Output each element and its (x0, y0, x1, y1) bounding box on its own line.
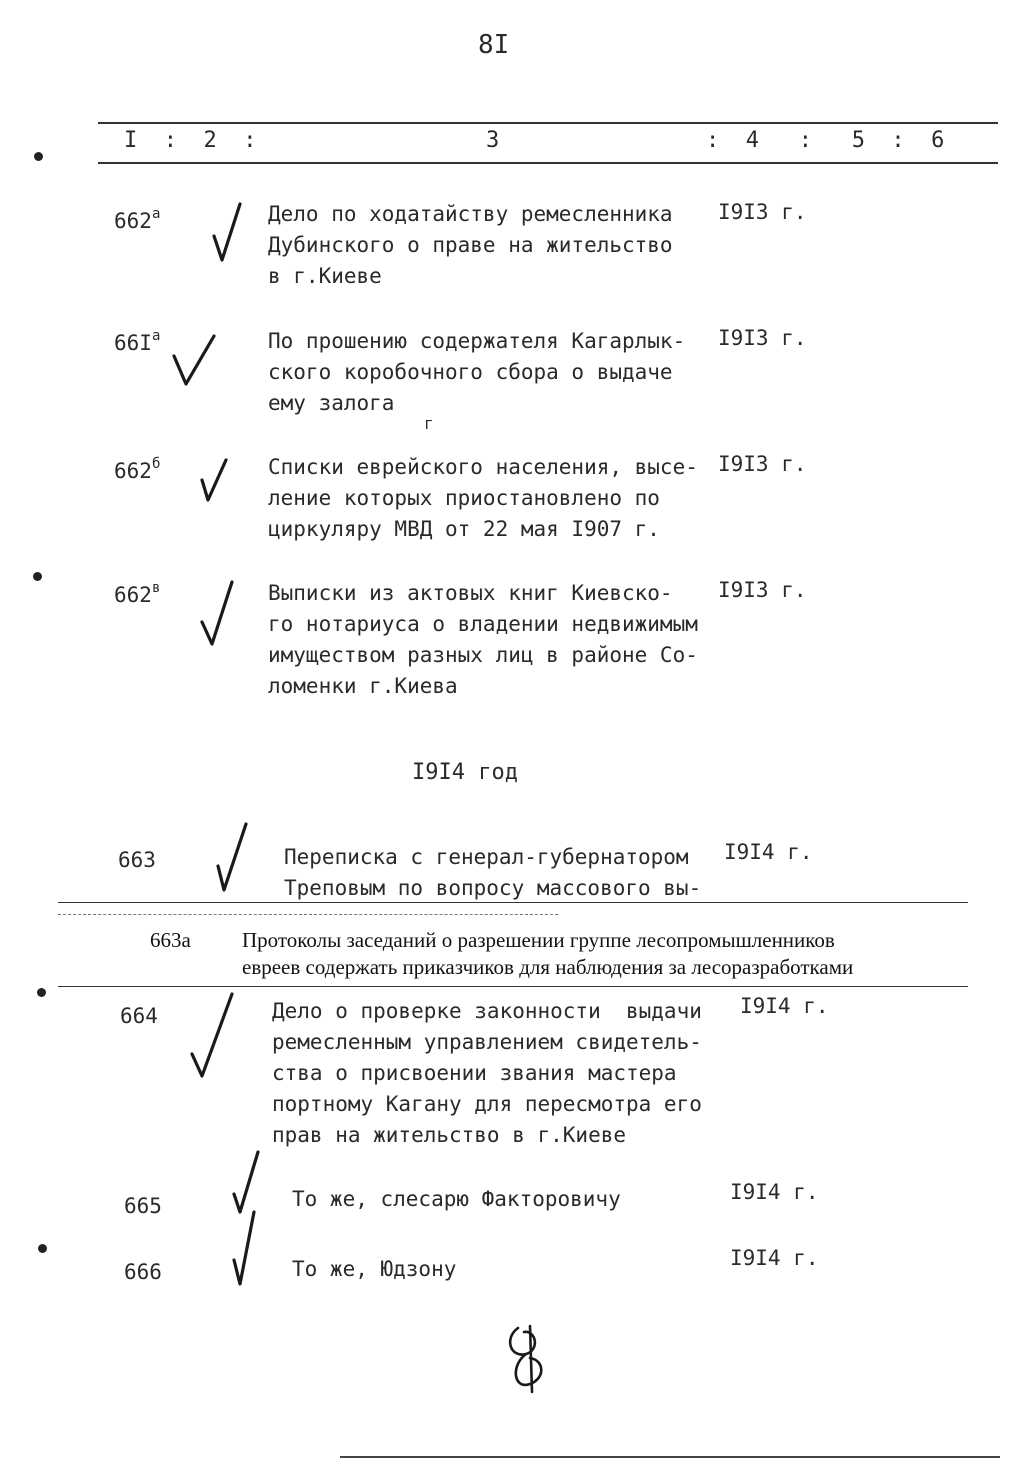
entry-number: 666 (124, 1260, 162, 1284)
entry-number-main: 662 (114, 209, 152, 233)
inserted-entry-line-2: евреев содержать приказчиков для наблюдения за лесоразработками (242, 955, 854, 979)
entry-number-suffix: а (151, 206, 161, 222)
handwritten-signature-mark (500, 1318, 560, 1398)
entry-year: I9I4 г. (724, 840, 813, 864)
punch-hole-mark (34, 152, 43, 161)
entry-year: I9I3 г. (718, 578, 807, 602)
insert-top-rule (58, 902, 968, 903)
header-top-rule (98, 122, 998, 124)
section-year-title: I9I4 год (412, 760, 518, 785)
entry-year: I9I4 г. (730, 1246, 819, 1270)
entry-number-suffix: б (151, 456, 161, 472)
entry-description: Дело о проверке законности выдачи ремесленным управлением свидетель- ства о присвоении звания мастера портному Кагану для пересмотра его прав на жительство в г.Киеве (272, 999, 702, 1147)
entry-number (114, 330, 160, 355)
entry-year: I9I3 г. (718, 200, 807, 224)
header-columns-4-6: : 4 : 5 : 6 (706, 128, 945, 153)
entry-number: 663 (118, 848, 156, 872)
entry-description: Переписка с генерал-губернатором Треповым по вопросу массового вы- (284, 845, 702, 900)
stray-pen-mark: г (424, 414, 434, 433)
entry-number (114, 458, 160, 483)
entry-number-suffix: а (151, 328, 161, 344)
entry-description: По прошению содержателя Кагарлык- ского коробочного сбора о выдаче ему залога (268, 329, 686, 415)
checkmark-icon (196, 456, 236, 506)
entry-description: То же, Юдзону (292, 1257, 457, 1281)
inserted-entry-line-1: Протоколы заседаний о разрешении группе лесопромышленников (242, 928, 835, 952)
bottom-edge-mark (340, 1456, 1000, 1458)
entry-number (114, 208, 160, 233)
entry-description: Дело по ходатайству ремесленника Дубинского о праве на жительство в г.Киеве (268, 202, 673, 288)
insert-top-dash (58, 914, 558, 915)
punch-hole-mark (38, 1244, 47, 1253)
entry-number-suffix: в (151, 580, 161, 596)
insert-bottom-rule (58, 986, 968, 987)
entry-number: 665 (124, 1194, 162, 1218)
punch-hole-mark (37, 988, 46, 997)
entry-description: Выписки из актовых книг Киевско- го нотариуса о владении недвижимым имуществом разных лиц в районе Со- ломенки г.Киева (268, 581, 698, 698)
entry-year: I9I4 г. (740, 994, 829, 1018)
page-number: 8I (478, 30, 510, 60)
header-column-3: 3 (486, 128, 500, 153)
entry-year: I9I3 г. (718, 452, 807, 476)
inserted-entry-number: 663а (150, 928, 191, 952)
checkmark-icon (208, 198, 248, 268)
entry-description: То же, слесарю Факторовичу (292, 1187, 621, 1211)
entry-description: Списки еврейского населения, высе- ление которых приостановлено по циркуляру МВД от 22 мая I907 г. (268, 455, 698, 541)
checkmark-icon (170, 332, 220, 392)
entry-number: 664 (120, 1004, 158, 1028)
punch-hole-mark (33, 572, 42, 581)
entry-year: I9I3 г. (718, 326, 807, 350)
checkmark-icon (212, 820, 256, 896)
checkmark-icon (186, 990, 242, 1080)
entry-number-main: 662 (114, 583, 152, 607)
header-columns-1-2: I : 2 : (124, 128, 257, 153)
entry-number-main: 66I (114, 331, 152, 355)
entry-number (114, 582, 160, 607)
header-bottom-rule (98, 162, 998, 164)
checkmark-icon (198, 578, 242, 648)
entry-number-main: 662 (114, 459, 152, 483)
entry-year: I9I4 г. (730, 1180, 819, 1204)
checkmark-icon (228, 1208, 268, 1288)
